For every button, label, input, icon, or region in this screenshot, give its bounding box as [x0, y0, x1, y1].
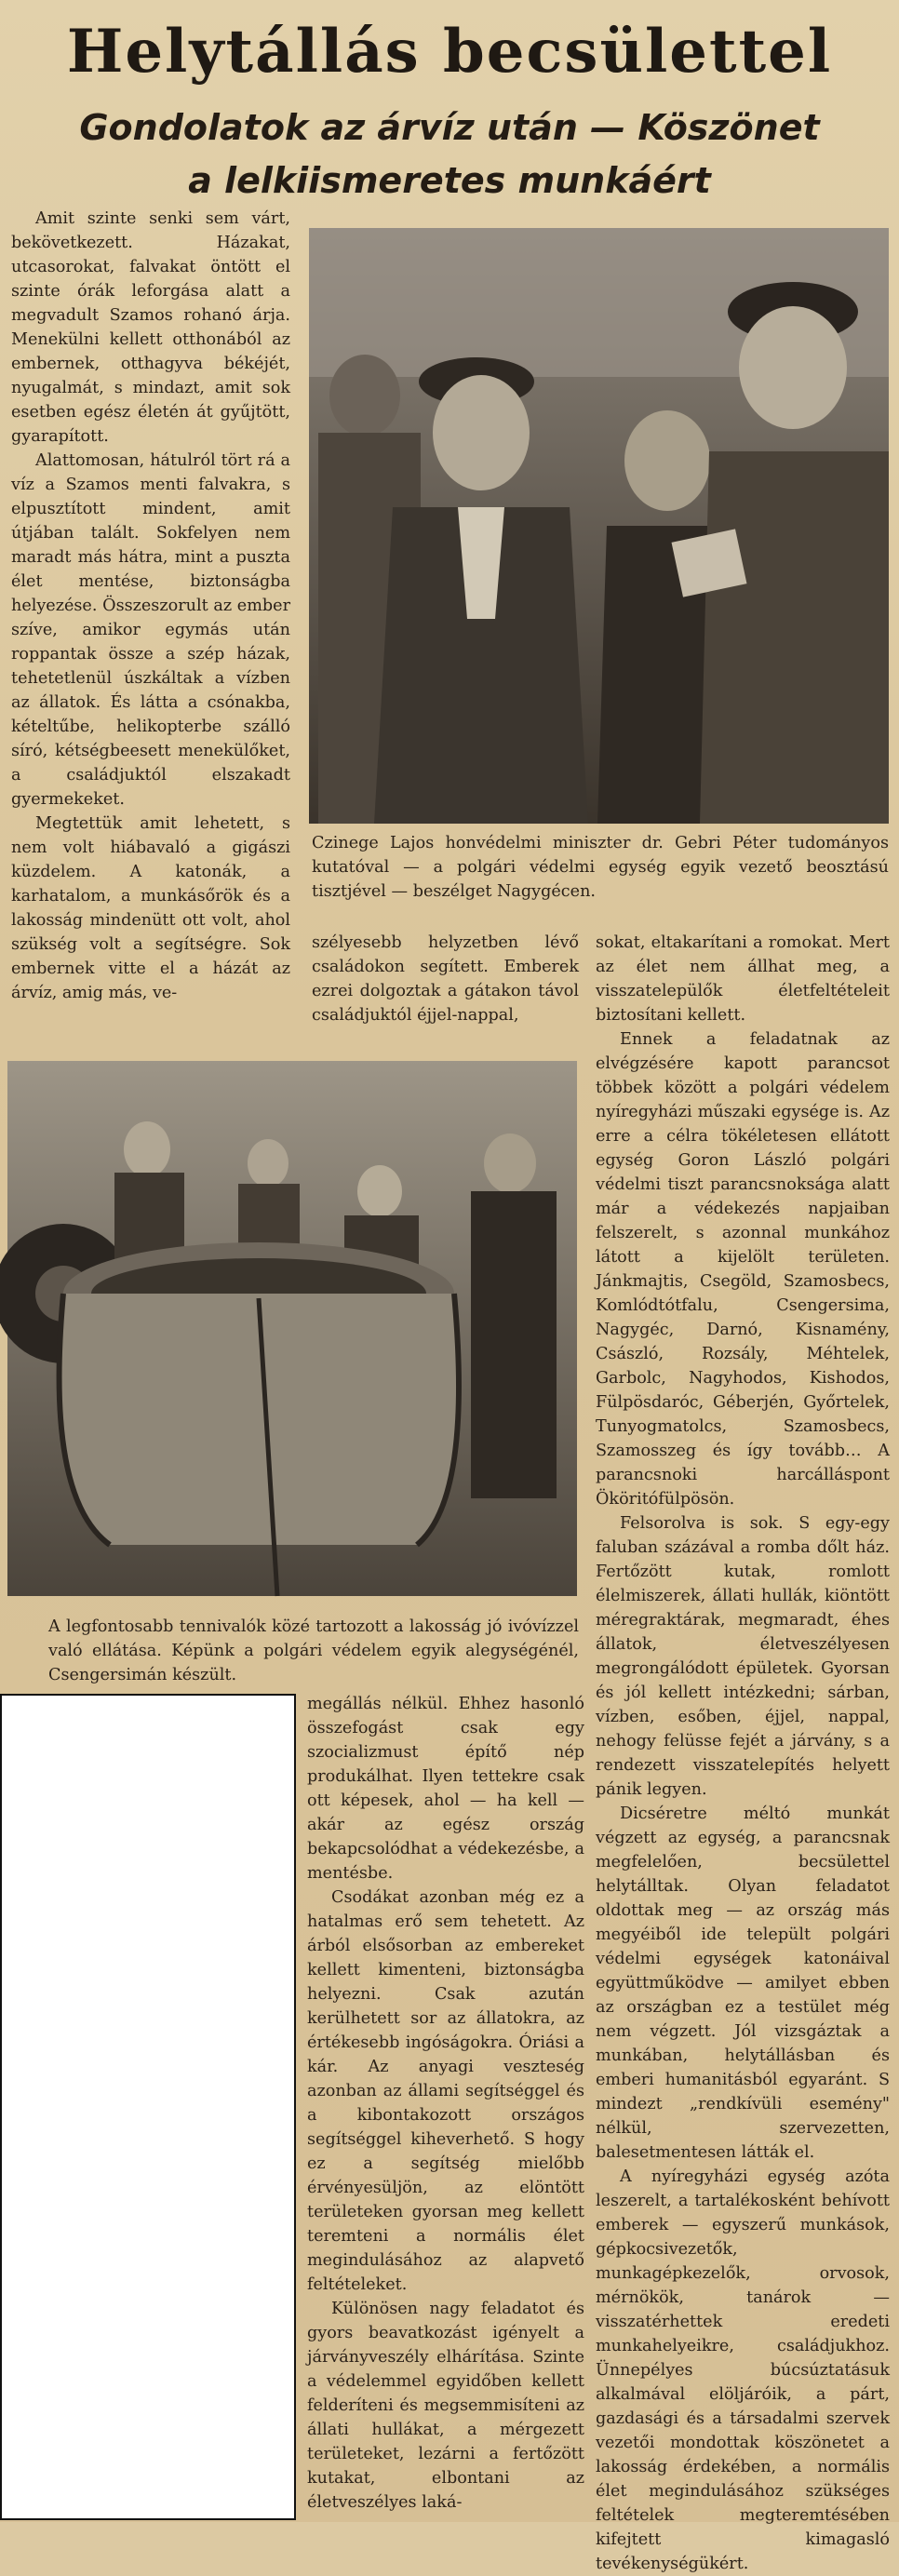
blank-white-box	[0, 1694, 296, 2520]
photo2-caption: A legfontosabb tennivalók közé tartozott a lakosság jó ivóvízzel való ellátása. Képünk a polgári védelem egyik alegységénél, Csengersimán készült.	[48, 1617, 579, 1684]
paragraph: Különösen nagy feladatot és gyors beavatkozást igényelt a járványveszély elhárítása. Szinte a védelemmel egyidőben kellett felderíteni és megsemmisíteni az állati hullákat, a mérgezett területeket, lezárni a fertőzött kutakat, elbontani az életveszélyes laká-	[307, 2300, 584, 2512]
paragraph: Dicséretre méltó munkát végzett az egység, a parancsnak megfelelően, becsülettel helytálltak. Olyan feladatot oldottak meg — az ország más megyéiből ide települt polgári védelmi egységek katonáival együttműködve — amilyet ebben az országban ez a testület még nem végzett. Jól vizsgáztak a munkában, helytállásban és emberi humanitásból egyaránt. S mindezt „rendkívüli esemény" nélkül, szervezetten, balesetmentesen látták el.	[596, 1805, 890, 2162]
paragraph: Amit szinte senki sem várt, bekövetkezett. Házakat, utcasorokat, falvakat öntött el szinte órák leforgása alatt a megvadult Szamos rohanó árja. Menekülni kellett otthonából az embernek, otthagyva békéjét, nyugalmát, s mindazt, amit sok esetben egész életén át gyűjtött, gyarapított.	[11, 209, 290, 446]
paragraph: megállás nélkül. Ehhez hasonló összefogást csak egy szocializmust építő nép produkálhat. Ilyen tettekre csak ott képesek, ahol — ha kell — akár az egész ország bekapcsolódhat a védekezésbe, a mentésbe.	[307, 1695, 584, 1883]
paragraph: Alattomosan, hátulról tört rá a víz a Szamos menti falvakra, s elpusztított mindent, amit útjában talált. Sokfelyen nem maradt más hátra, mint a puszta élet mentése, biztonságba helyezése. Összeszorult az ember szíve, amikor egymás után roppantak össze a szép házak, tehetetlenül úszkáltak a vízben az állatok. És látta a csónakba, kételtűbe, helikopterbe szálló síró, kétségbeesett menekülőket, a családjuktól elszakadt gyermekeket.	[11, 451, 290, 809]
paragraph: sokat, eltakarítani a romokat. Mert az élet nem állhat meg, a visszatelepülők életfeltételeit biztosítani kellett.	[596, 933, 890, 1025]
photo1-caption: Czinege Lajos honvédelmi miniszter dr. Gebri Péter tudományos kutatóval — a polgári védelmi egység egyik vezető beosztású tisztjével — beszélget Nagygécen.	[312, 834, 889, 901]
paragraph: Felsorolva is sok. S egy-egy faluban százával a romba dőlt ház. Fertőzött kutak, romlott élelmiszerek, állati hullák, kiöntött méregraktárak, megmaradt, éhes állatok, életveszélyesen megrongálódott épületek. Gyorsan és jól kellett intézkedni; sárban, vízben, esőben, éjjel, nappal, nehogy felüsse fejét a járvány, s a rendezett visszatelepítés helyett pánik legyen.	[596, 1514, 890, 1799]
paragraph: Ennek a feladatnak az elvégzésére kapott parancsot többek között a polgári védelem nyíregyházi műszaki egysége is. Az erre a célra tökéletesen ellátott egység Goron László polgári védelmi tiszt parancsnoksága alatt már a védekezés napjaiban felszerelt, s azonnal munkához látott a kijelölt területen. Jánkmajtis, Csegöld, Szamosbecs, Komlódtótfalu, Csengersima, Nagygéc, Darnó, Kisnamény, Császló, Rozsály, Méhtelek, Garbolc, Nagyhodos, Kishodos, Fülpösdaróc, Géberjén, Győrtelek, Tunyogmatolcs, Szamosbecs, Szamosszeg és így tovább… A parancsnoki harcálláspont Ököritófülpösön.	[596, 1030, 890, 1509]
article-column-right	[596, 931, 890, 2573]
paragraph: Megtettük amit lehetett, s nem volt hiábavaló a gigászi küzdelem. A katonák, a karhatalom, a munkásőrök és a lakosság mindenütt ott volt, ahol szükség volt a segítségre. Sok embernek vitte el a házát az árvíz, amig más, ve-	[11, 814, 290, 1002]
subheadline-line-1: Gondolatok az árvíz után — Köszönet	[79, 107, 820, 148]
headline: Helytállás becsülettel	[66, 17, 833, 87]
paragraph: Csodákat azonban még ez a hatalmas erő sem tehetett. Az árból elsősorban az embereket kellett kimenteni, biztonságba helyezni. Csak azután kerülhetett sor az állatokra, az értékesebb ingóságokra. Óriási a kár. Az anyagi veszteség azonban az állami segítséggel és a kibontakozott országos segítséggel kiheverhető. S hogy ez a segítség mielőbb érvényesüljön, az elöntött területeken gyorsan meg kellett teremteni a normális élet megindulásához az alapvető feltételeket.	[307, 1888, 584, 2294]
article-column-left	[11, 207, 290, 1024]
paragraph: A nyíregyházi egység azóta leszerelt, a tartalékosként behívott emberek — egyszerű munkások, gépkocsivezetők, munkagépkezelők, orvosok, mérnökök, tanárok — visszatérhettek eredeti munkahelyeikre, családjukhoz. Ünnepélyes búcsúztatásuk alkalmával elöljáróik, a párt, gazdasági és a társadalmi szervek vezetői mondottak köszönetet a lakosság érdekében, a normális élet megindulásához szükséges feltételek megteremtésében kifejtett kimagasló tevékenységükért.	[596, 2167, 890, 2573]
subheadline-line-2: a lelkiismeretes munkáért	[188, 160, 711, 201]
article-column-middle-fragment: szélyesebb helyzetben lévő családokon segített. Emberek ezrei dolgoztak a gátakon távol családjuktól éjjel-nappal,	[312, 933, 579, 1025]
photo-minister-conversation	[309, 228, 889, 824]
article-column-bottom-middle	[307, 1692, 584, 2515]
photo-water-tank	[7, 1061, 577, 1596]
